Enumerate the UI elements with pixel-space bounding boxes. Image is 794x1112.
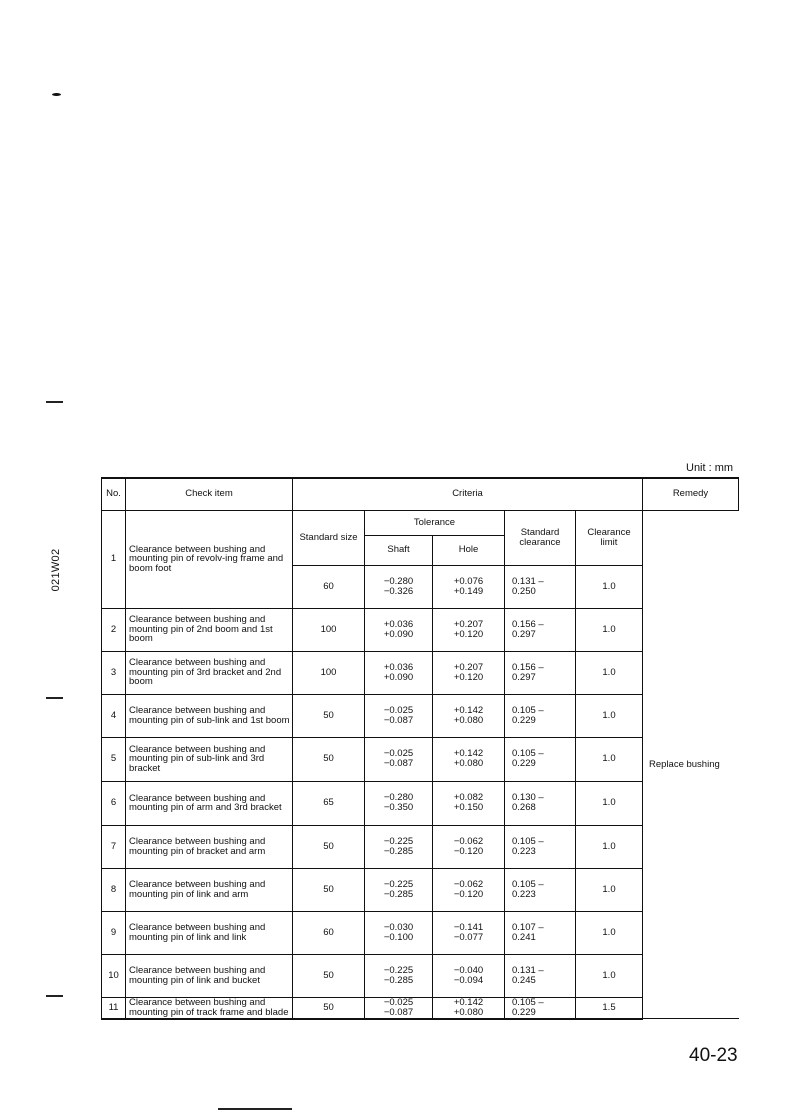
row-check-item: Clearance between bushing and mounting pin of 2nd boom and 1st boom — [126, 608, 293, 651]
row-clearance-limit: 1.0 — [576, 651, 643, 694]
row-clearance-limit: 1.0 — [576, 694, 643, 737]
header-no: No. — [102, 478, 126, 510]
scan-mark — [52, 93, 61, 96]
row-no: 3 — [102, 651, 126, 694]
header-standard-clearance: Standard clearance — [505, 510, 576, 565]
header-tolerance: Tolerance — [365, 510, 505, 535]
row-check-item: Clearance between bushing and mounting pin of arm and 3rd bracket — [126, 781, 293, 825]
row-no: 5 — [102, 737, 126, 781]
row-hole-tolerance: −0.062 −0.120 — [433, 868, 505, 911]
row-clearance-limit: 1.0 — [576, 868, 643, 911]
row-check-item: Clearance between bushing and mounting pin of link and arm — [126, 868, 293, 911]
row-shaft-tolerance: −0.025 −0.087 — [365, 694, 433, 737]
row-no: 11 — [102, 997, 126, 1019]
row-check-item: Clearance between bushing and mounting pin of track frame and blade — [126, 997, 293, 1019]
row-shaft-tolerance: −0.025 −0.087 — [365, 737, 433, 781]
row-check-item: Clearance between bushing and mounting pin of 3rd bracket and 2nd boom — [126, 651, 293, 694]
row-clearance-limit: 1.5 — [576, 997, 643, 1019]
row-hole-tolerance: +0.076 +0.149 — [433, 565, 505, 608]
row-shaft-tolerance: −0.225 −0.285 — [365, 954, 433, 997]
row-shaft-tolerance: −0.025 −0.087 — [365, 997, 433, 1019]
row-standard-clearance: 0.131 – 0.245 — [505, 954, 576, 997]
spec-table — [101, 477, 739, 1020]
row-shaft-tolerance: −0.280 −0.350 — [365, 781, 433, 825]
row-check-item: Clearance between bushing and mounting pin of sub-link and 3rd bracket — [126, 737, 293, 781]
row-check-item: Clearance between bushing and mounting pin of bracket and arm — [126, 825, 293, 868]
row-hole-tolerance: −0.062 −0.120 — [433, 825, 505, 868]
row-check-item: Clearance between bushing and mounting pin of link and bucket — [126, 954, 293, 997]
row-standard-clearance: 0.105 – 0.229 — [505, 737, 576, 781]
header-shaft: Shaft — [365, 535, 433, 565]
row-standard-size: 50 — [293, 694, 365, 737]
header-check-item: Check item — [126, 478, 293, 510]
side-code: 021W02 — [50, 548, 62, 592]
row-no: 6 — [102, 781, 126, 825]
row-clearance-limit: 1.0 — [576, 825, 643, 868]
row-hole-tolerance: +0.142 +0.080 — [433, 997, 505, 1019]
header-clearance-limit: Clearance limit — [576, 510, 643, 565]
row-no: 2 — [102, 608, 126, 651]
row-shaft-tolerance: −0.225 −0.285 — [365, 825, 433, 868]
row-standard-size: 50 — [293, 997, 365, 1019]
header-standard-size: Standard size — [293, 510, 365, 565]
header-criteria: Criteria — [293, 478, 643, 510]
row-standard-size: 50 — [293, 825, 365, 868]
row-clearance-limit: 1.0 — [576, 781, 643, 825]
row-no: 4 — [102, 694, 126, 737]
row-standard-size: 100 — [293, 608, 365, 651]
row-standard-clearance: 0.156 – 0.297 — [505, 651, 576, 694]
row-standard-clearance: 0.131 – 0.250 — [505, 565, 576, 608]
scan-mark — [46, 697, 63, 699]
row-hole-tolerance: +0.207 +0.120 — [433, 608, 505, 651]
row-standard-clearance: 0.105 – 0.223 — [505, 825, 576, 868]
row-shaft-tolerance: +0.036 +0.090 — [365, 651, 433, 694]
scan-mark — [218, 1108, 292, 1110]
header-remedy: Remedy — [643, 478, 739, 510]
row-standard-clearance: 0.105 – 0.229 — [505, 997, 576, 1019]
row-clearance-limit: 1.0 — [576, 954, 643, 997]
row-no: 7 — [102, 825, 126, 868]
row-check-item: Clearance between bushing and mounting pin of revolv-ing frame and boom foot — [126, 510, 293, 608]
row-standard-clearance: 0.156 – 0.297 — [505, 608, 576, 651]
unit-label: Unit : mm — [686, 462, 734, 474]
row-shaft-tolerance: −0.030 −0.100 — [365, 911, 433, 954]
row-check-item: Clearance between bushing and mounting pin of link and link — [126, 911, 293, 954]
row-standard-size: 50 — [293, 868, 365, 911]
row-shaft-tolerance: −0.280 −0.326 — [365, 565, 433, 608]
row-no: 9 — [102, 911, 126, 954]
row-no: 1 — [102, 510, 126, 608]
row-shaft-tolerance: +0.036 +0.090 — [365, 608, 433, 651]
row-standard-clearance: 0.105 – 0.223 — [505, 868, 576, 911]
row-no: 8 — [102, 868, 126, 911]
row-clearance-limit: 1.0 — [576, 911, 643, 954]
row-hole-tolerance: −0.040 −0.094 — [433, 954, 505, 997]
remedy-cell: Replace bushing — [643, 510, 739, 1019]
row-standard-size: 60 — [293, 565, 365, 608]
row-clearance-limit: 1.0 — [576, 608, 643, 651]
row-standard-clearance: 0.107 – 0.241 — [505, 911, 576, 954]
row-hole-tolerance: +0.142 +0.080 — [433, 694, 505, 737]
row-standard-clearance: 0.130 – 0.268 — [505, 781, 576, 825]
row-standard-size: 65 — [293, 781, 365, 825]
row-hole-tolerance: −0.141 −0.077 — [433, 911, 505, 954]
row-hole-tolerance: +0.082 +0.150 — [433, 781, 505, 825]
row-hole-tolerance: +0.142 +0.080 — [433, 737, 505, 781]
row-shaft-tolerance: −0.225 −0.285 — [365, 868, 433, 911]
row-standard-size: 50 — [293, 954, 365, 997]
row-check-item: Clearance between bushing and mounting pin of sub-link and 1st boom — [126, 694, 293, 737]
scan-mark — [46, 401, 63, 403]
row-clearance-limit: 1.0 — [576, 737, 643, 781]
header-hole: Hole — [433, 535, 505, 565]
row-hole-tolerance: +0.207 +0.120 — [433, 651, 505, 694]
row-no: 10 — [102, 954, 126, 997]
scan-mark — [46, 995, 63, 997]
row-standard-size: 50 — [293, 737, 365, 781]
row-standard-size: 60 — [293, 911, 365, 954]
row-clearance-limit: 1.0 — [576, 565, 643, 608]
page-number: 40-23 — [689, 1045, 738, 1066]
row-standard-clearance: 0.105 – 0.229 — [505, 694, 576, 737]
row-standard-size: 100 — [293, 651, 365, 694]
